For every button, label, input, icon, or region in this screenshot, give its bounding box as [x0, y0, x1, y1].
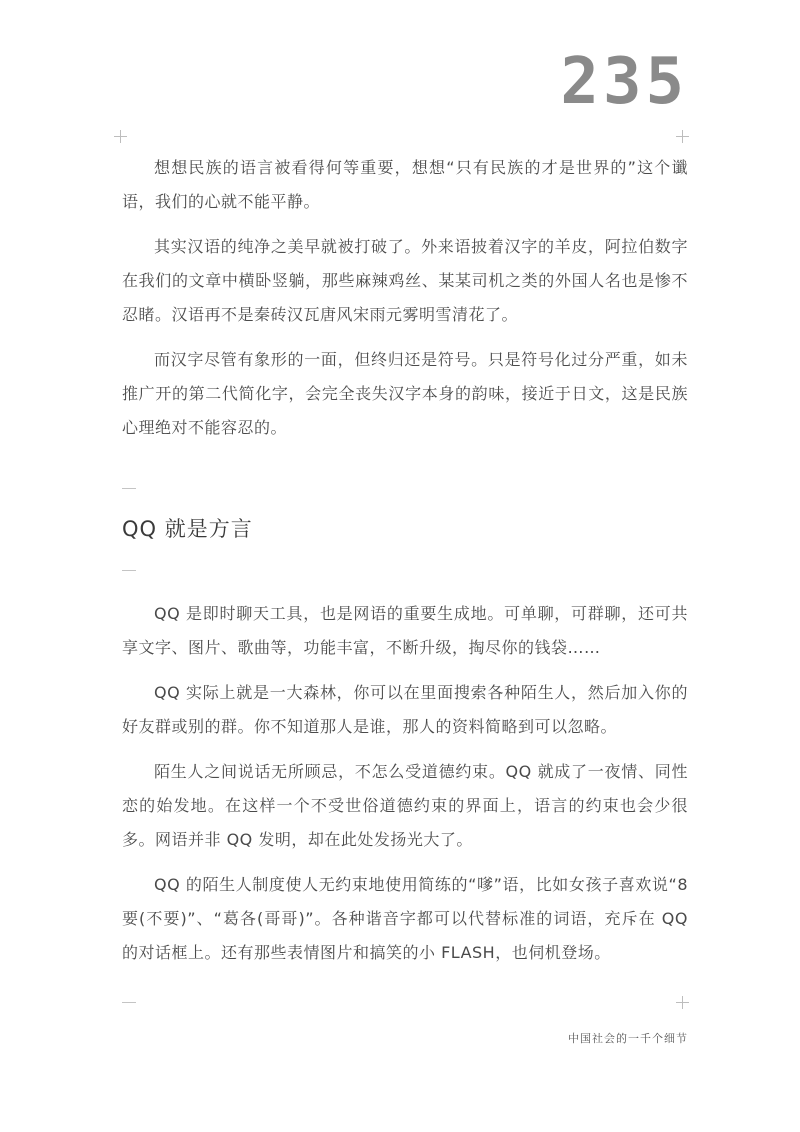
paragraph: 陌生人之间说话无所顾忌，不怎么受道德约束。QQ 就成了一夜情、同性恋的始发地。在这样一个不受世俗道德约束的界面上，语言的约束也会少很多。网语并非 QQ 发明，却在此处发扬光大了。 — [122, 762, 688, 849]
paragraph: 而汉字尽管有象形的一面，但终归还是符号。只是符号化过分严重，如未推广开的第二代简化字，会完全丧失汉字本身的韵味，接近于日文，这是民族心理绝对不能容忍的。 — [122, 350, 688, 437]
paragraph: QQ 实际上就是一大森林，你可以在里面搜索各种陌生人，然后加入你的好友群或别的群。你不知道那人是谁，那人的资料简略到可以忽略。 — [122, 683, 688, 736]
paragraph: 想想民族的语言被看得何等重要，想想“只有民族的才是世界的”这个谶语，我们的心就不能平静。 — [122, 158, 688, 211]
paragraph: QQ 是即时聊天工具，也是网语的重要生成地。可单聊，可群聊，还可共享文字、图片、歌曲等，功能丰富，不断升级，掏尽你的钱袋…… — [122, 604, 688, 657]
crop-mark-bottom-right — [676, 996, 689, 1009]
crop-mark-top-right — [676, 130, 689, 143]
paragraph: QQ 的陌生人制度使人无约束地使用简练的“嗲”语，比如女孩子喜欢说“8 要(不要)”、“葛各(哥哥)”。各种谐音字都可以代替标准的词语，充斥在 QQ 的对话框上。还有那些表情图片和搞笑的小 FLASH，也伺机登场。 — [122, 875, 688, 962]
section-title: QQ 就是方言 — [122, 517, 253, 541]
section-1-body — [122, 151, 688, 445]
tick-mark-below-title — [122, 570, 136, 571]
crop-mark-top-left — [114, 130, 127, 143]
tick-mark-above-title — [122, 488, 136, 489]
tick-mark-bottom-left — [122, 1002, 136, 1003]
page-number: 235 — [560, 45, 688, 119]
section-2-body — [122, 597, 688, 970]
paragraph: 其实汉语的纯净之美早就被打破了。外来语披着汉字的羊皮，阿拉伯数字在我们的文章中横卧竖躺，那些麻辣鸡丝、某某司机之类的外国人名也是惨不忍睹。汉语再不是秦砖汉瓦唐风宋雨元雾明雪清花了。 — [122, 237, 688, 324]
footer-book-title: 中国社会的一千个细节 — [568, 1032, 688, 1045]
